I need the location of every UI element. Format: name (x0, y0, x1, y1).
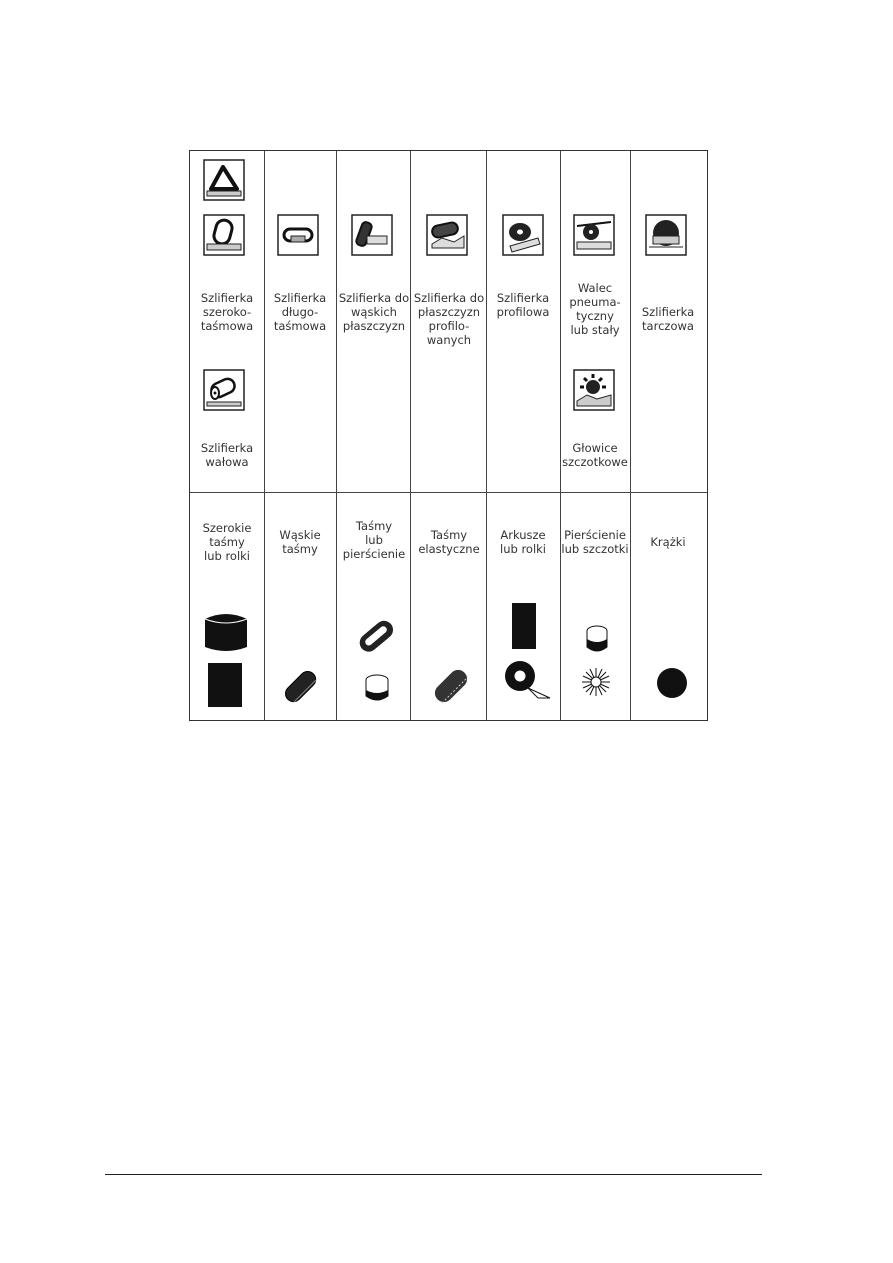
wide-belt-roll-icon (203, 214, 245, 256)
paper-roll-icon (504, 654, 552, 700)
material-label-narrow: Wąskie taśmy (279, 528, 321, 556)
profiled-surface-icon (426, 214, 468, 256)
machine-label-shaft: Szlifierka wałowa (200, 441, 254, 469)
column-divider (410, 151, 411, 720)
elastic-belt-icon (428, 663, 474, 709)
ring-icon (364, 674, 390, 702)
machine-label-disc: Szlifierka tarczowa (641, 305, 695, 333)
footer-rule (105, 1174, 762, 1175)
column-divider (486, 151, 487, 720)
machine-label-profile: Szlifierka profilowa (496, 291, 550, 319)
row-divider (190, 492, 707, 493)
profile-grinder-icon (502, 214, 544, 256)
ring-icon (586, 625, 608, 655)
disc-grinder-icon (645, 214, 687, 256)
wide-belt-triangle-icon (203, 159, 245, 201)
long-belt-icon (277, 214, 319, 256)
column-divider (336, 151, 337, 720)
belt-loop-icon (354, 615, 400, 659)
sheet-icon (512, 603, 536, 649)
machine-label-long-belt: Szlifierka długo- taśmowa (273, 291, 327, 333)
material-label-wide: Szerokie taśmy lub rolki (202, 521, 252, 563)
machine-label-brush: Głowice szczotkowe (562, 441, 628, 469)
brush-icon (581, 667, 611, 697)
disc-icon (656, 667, 688, 699)
column-divider (630, 151, 631, 720)
brush-head-icon (573, 369, 615, 411)
narrow-belt-icon (280, 666, 324, 710)
pneumatic-roller-icon (573, 214, 615, 256)
sheet-icon (208, 663, 242, 707)
material-label-rings-brushes: Pierścienie lub szczotki (561, 528, 629, 556)
machine-label-narrow-surface: Szlifierka do wąskich płaszczyzn (338, 291, 410, 333)
material-label-discs: Krążki (650, 535, 686, 549)
narrow-surface-icon (351, 214, 393, 256)
material-label-elastic: Taśmy elastyczne (418, 528, 480, 556)
machine-label-wide-belt: Szlifierka szeroko- taśmowa (200, 291, 254, 333)
material-label-sheets: Arkusze lub rolki (500, 528, 546, 556)
material-label-belts-rings: Taśmy lub pierścienie (342, 519, 406, 561)
machine-label-profiled-surface: Szlifierka do płaszczyzn profilo- wanych (413, 291, 485, 347)
abrasives-figure (189, 150, 708, 721)
column-divider (560, 151, 561, 720)
wide-belt-loop-icon (203, 611, 249, 655)
machine-label-roller: Walec pneuma- tyczny lub stały (569, 281, 621, 337)
column-divider (264, 151, 265, 720)
shaft-grinder-icon (203, 369, 245, 411)
